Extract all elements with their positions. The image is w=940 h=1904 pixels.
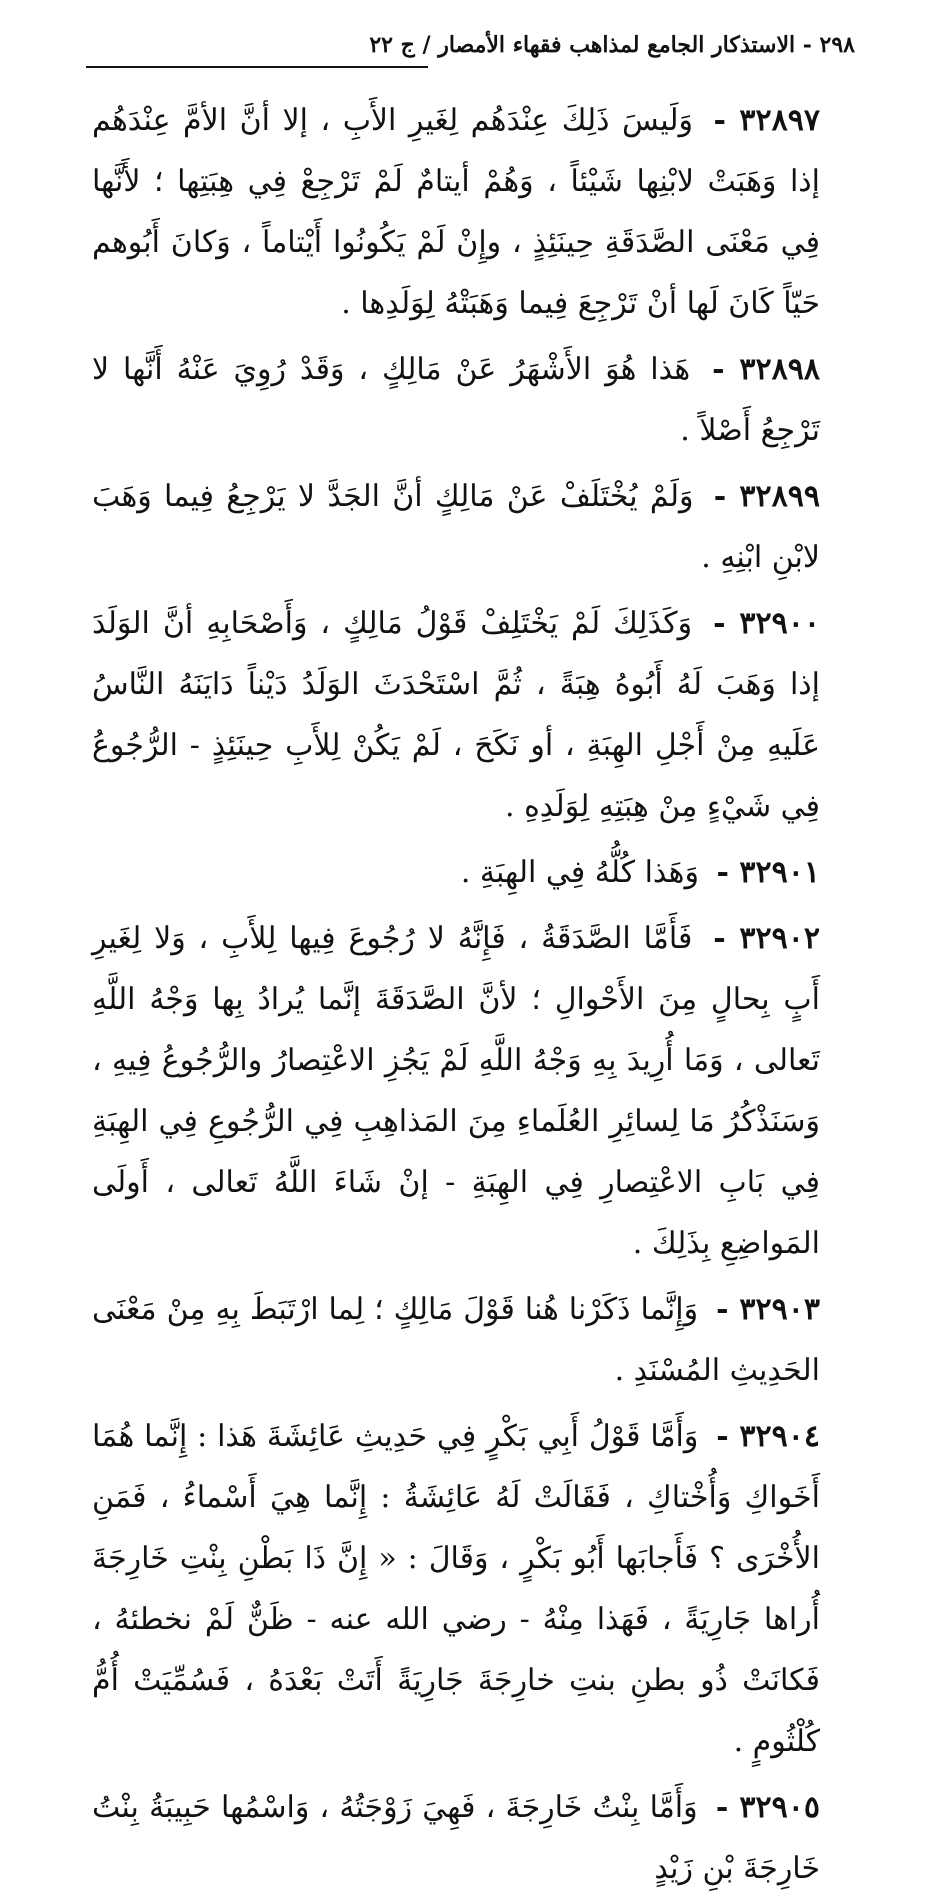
paragraph-text: وَلَيسَ ذَلِكَ عِنْدَهُم لِغَيرِ الأَبِ ، إلا أنَّ الأمَّ عِنْدَهُم إذا وَهَبَتْ لابْنِها شَيْئاً ، وَهُمْ أيتامٌ لَمْ تَرْجِعْ فِي هِبَتِها ؛ لأَنَّها فِي مَعْنَى الصَّدَقَةِ حِينَئِذٍ ، وإِنْ لَمْ يَكُونُوا أَيْتاماً ، وَكانَ أَبُوهم حَيّاً كَانَ لَها أنْ تَرْجِعَ فِيما وَهَبَتْهُ لِوَلَدِها . (92, 103, 820, 321)
paragraph-number: ٣٢٩٠٣ - (716, 1292, 820, 1327)
running-header: ٢٩٨ - الاستذكار الجامع لمذاهب فقهاء الأمصار / ج ٢٢ (369, 32, 855, 58)
paragraph-number: ٣٢٩٠٢ - (713, 921, 820, 956)
paragraph (92, 1279, 874, 1401)
paragraph-number: ٣٢٩٠٥ - (715, 1790, 820, 1825)
paragraph (92, 842, 874, 903)
paragraph-number: ٣٢٨٩٩ - (713, 479, 820, 514)
paragraph-text: وَأَمَّا بِنْتُ خَارِجَةَ ، فَهِيَ زَوْجَتُهُ ، وَاسْمُها حَبِيبَةُ بِنْتُ خَارِجَةَ بْنِ زَيْدٍ (92, 1790, 820, 1886)
paragraph-text: وَإِنَّما ذَكَرْنا هُنا قَوْلَ مَالِكٍ ؛ لِما ارْتَبَطَ بِهِ مِنْ مَعْنَى الحَدِيثِ المُسْنَدِ . (92, 1292, 820, 1388)
paragraph (92, 1777, 874, 1899)
header-rule (86, 66, 428, 68)
paragraph-number: ٣٢٨٩٧ - (713, 103, 820, 138)
paragraph (92, 466, 874, 588)
paragraph (92, 908, 874, 1274)
paragraph-text: وَأَمَّا قَوْلُ أَبِي بَكْرٍ فِي حَدِيثِ عَائِشَةَ هَذا : إِنَّما هُمَا أَخَواكِ وَأُخْتاكِ ، فَقَالَتْ لَهُ عَائِشَةُ : إِنَّما هِيَ أَسْماءُ ، فَمَنِ الأُخْرَى ؟ فَأَجابَها أَبُو بَكْرٍ ، وَقَالَ : « إِنَّ ذَا بَطْنِ بِنْتِ خَارِجَةَ أُراها جَارِيَةً ، فَهَذا مِنْهُ - رضي الله عنه - ظَنٌّ لَمْ نخطئهُ ، فَكانَتْ ذُو بطنِ بنتِ خارِجَةَ جَارِيَةً أَتَتْ بَعْدَهُ ، فَسُمِّيَتْ أُمُّ كُلْثُومٍ . (92, 1419, 820, 1759)
paragraph-text: وَلَمْ يُخْتَلَفْ عَنْ مَالِكٍ أنَّ الجَدَّ لا يَرْجِعُ فِيما وَهَبَ لابْنِ ابْنِهِ . (92, 479, 820, 575)
paragraph (92, 593, 874, 837)
paragraph (92, 1406, 874, 1772)
paragraph (92, 339, 874, 461)
paragraph-text: وَكَذَلِكَ لَمْ يَخْتَلِفْ قَوْلُ مَالِكٍ ، وَأَصْحَابِهِ أنَّ الوَلَدَ إذا وَهَبَ لَهُ أَبُوهُ هِبَةً ، ثُمَّ اسْتَحْدَثَ الوَلَدُ دَيْناً دَايَنَهُ النَّاسُ عَلَيهِ مِنْ أَجْلِ الهِبَةِ ، أو نَكَحَ ، لَمْ يَكُنْ لِلأَبِ حِينَئِذٍ - الرُّجُوعُ فِي شَيْءٍ مِنْ هِبَتِهِ لِوَلَدِهِ . (92, 606, 820, 824)
paragraph-number: ٣٢٩٠٠ - (713, 606, 820, 641)
paragraph-text: فَأَمَّا الصَّدَقَةُ ، فَإِنَّهُ لا رُجُوعَ فِيها لِلأَبِ ، وَلا لِغَيرِ أَبٍ بِحالٍ مِنَ الأَحْوالِ ؛ لأنَّ الصَّدَقَةَ إنَّما يُرادُ بِها وَجْهُ اللَّهِ تَعالى ، وَمَا أُرِيدَ بِهِ وَجْهُ اللَّهِ لَمْ يَجُزِ الاعْتِصارُ والرُّجُوعُ فِيهِ ، وَسَنَذْكُرُ مَا لِسائِرِ العُلَماءِ مِنَ المَذاهِبِ فِي الرُّجُوعِ فِي الهِبَةِ فِي بَابِ الاعْتِصارِ فِي الهِبَةِ - إنْ شَاءَ اللَّهُ تَعالى ، أَولَى المَواضِعِ بِذَلِكَ . (92, 921, 820, 1261)
paragraph-number: ٣٢٨٩٨ - (712, 352, 820, 387)
paragraph-text: وَهَذا كُلُّهُ فِي الهِبَةِ . (460, 855, 699, 890)
paragraph-text: هَذا هُوَ الأَشْهَرُ عَنْ مَالِكٍ ، وَقَدْ رُوِيَ عَنْهُ أَنَّها لا تَرْجِعُ أَصْلاً . (92, 352, 820, 448)
paragraph-number: ٣٢٩٠٤ - (716, 1419, 820, 1454)
paragraph (92, 90, 874, 334)
paragraph-number: ٣٢٩٠١ - (716, 855, 820, 890)
page-body (92, 90, 874, 1904)
